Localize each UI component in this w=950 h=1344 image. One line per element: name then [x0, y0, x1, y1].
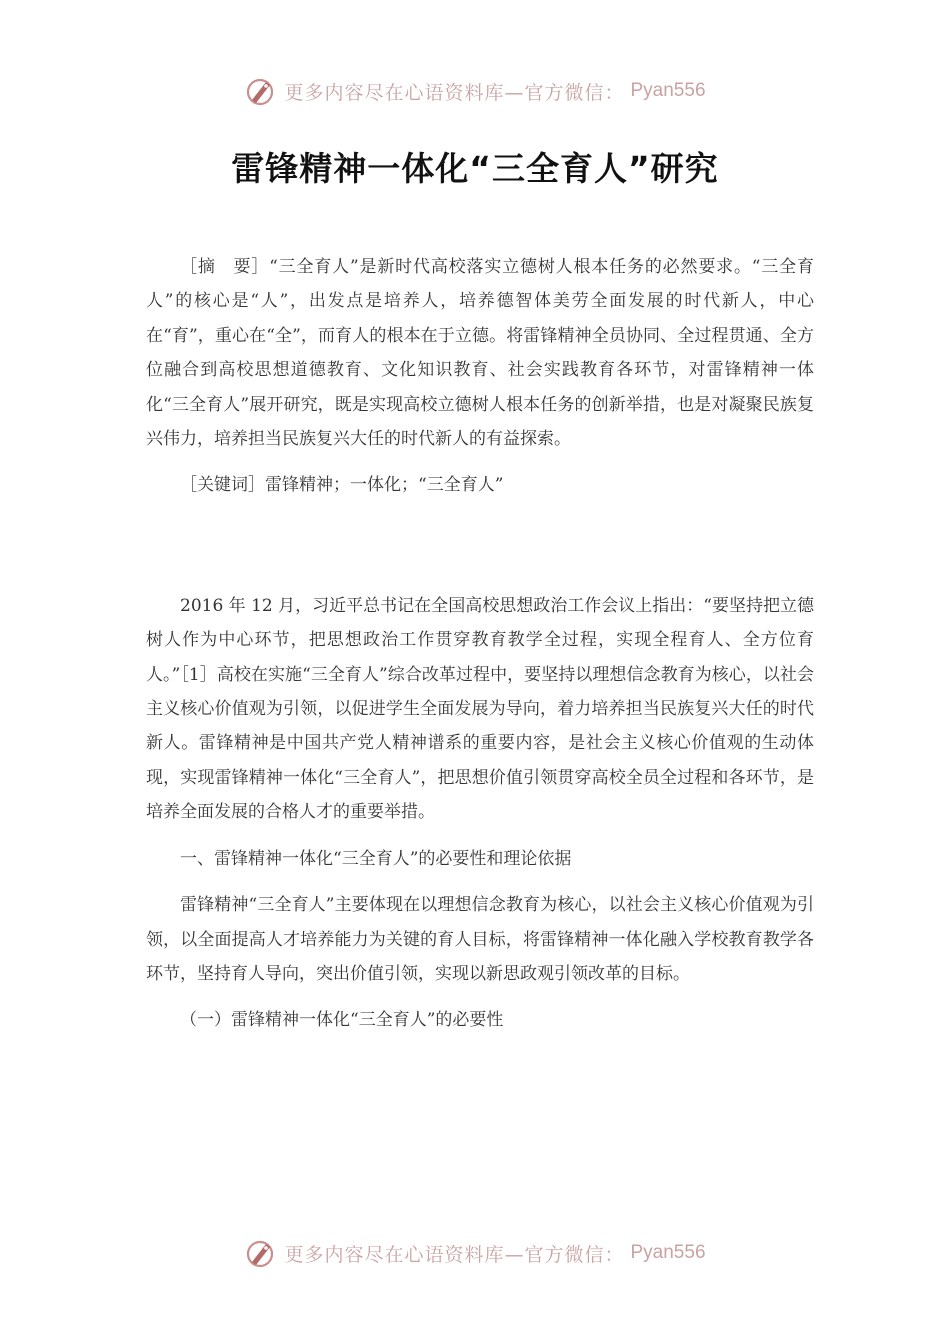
abstract-paragraph: ［摘 要］“三全育人”是新时代高校落实立德树人根本任务的必然要求。“三全育人”的核心是“人”，出发点是培养人，培养德智体美劳全面发展的时代新人，中心在“育”，重心在“全”，而育人的根本在于立德。将雷锋精神全员协同、全过程贯通、全方位融合到高校思想道德教育、文化知识教育、社会实践教育各环节，对雷锋精神一体化“三全育人”展开研究，既是实现高校立德树人根本任务的创新举措，也是对凝聚民族复兴伟力，培养担当民族复兴大任的时代新人的有益探索。	[146, 257, 814, 450]
keywords-line: ［关键词］雷锋精神；一体化；“三全育人”	[180, 475, 504, 496]
subsection-heading-1: （一）雷锋精神一体化“三全育人”的必要性	[180, 1010, 504, 1031]
watermark-header	[0, 74, 950, 108]
pen-nib-circle-icon	[244, 1236, 278, 1270]
watermark-wechat-id: Pyan556	[630, 1242, 706, 1263]
watermark-footer	[0, 1236, 950, 1270]
watermark-text: 更多内容尽在心语资料库—官方微信：	[284, 81, 625, 104]
pen-nib-circle-icon	[244, 74, 278, 108]
document-title: 雷锋精神一体化“三全育人”研究	[231, 149, 719, 188]
document-body	[146, 250, 814, 1038]
watermark-wechat-id: Pyan556	[630, 80, 706, 101]
body-paragraph-1: 2016 年 12 月，习近平总书记在全国高校思想政治工作会议上指出：“要坚持把立德树人作为中心环节，把思想政治工作贯穿教育教学全过程，实现全程育人、全方位育人。”［1］高校在实施“三全育人”综合改革过程中，要坚持以理想信念教育为核心，以社会主义核心价值观为引领，以促进学生全面发展为导向，着力培养担当民族复兴大任的时代新人。雷锋精神是中国共产党人精神谱系的重要内容，是社会主义核心价值观的生动体现，实现雷锋精神一体化“三全育人”，把思想价值引领贯穿高校全员全过程和各环节，是培养全面发展的合格人才的重要举措。	[146, 595, 814, 823]
body-paragraph-2: 雷锋精神“三全育人”主要体现在以理想信念教育为核心，以社会主义核心价值观为引领，以全面提高人才培养能力为关键的育人目标，将雷锋精神一体化融入学校教育教学各环节，坚持育人导向，突出价值引领，实现以新思政观引领改革的目标。	[146, 895, 814, 984]
section-heading-1: 一、雷锋精神一体化“三全育人”的必要性和理论依据	[180, 848, 572, 869]
watermark-text: 更多内容尽在心语资料库—官方微信：	[284, 1243, 625, 1266]
